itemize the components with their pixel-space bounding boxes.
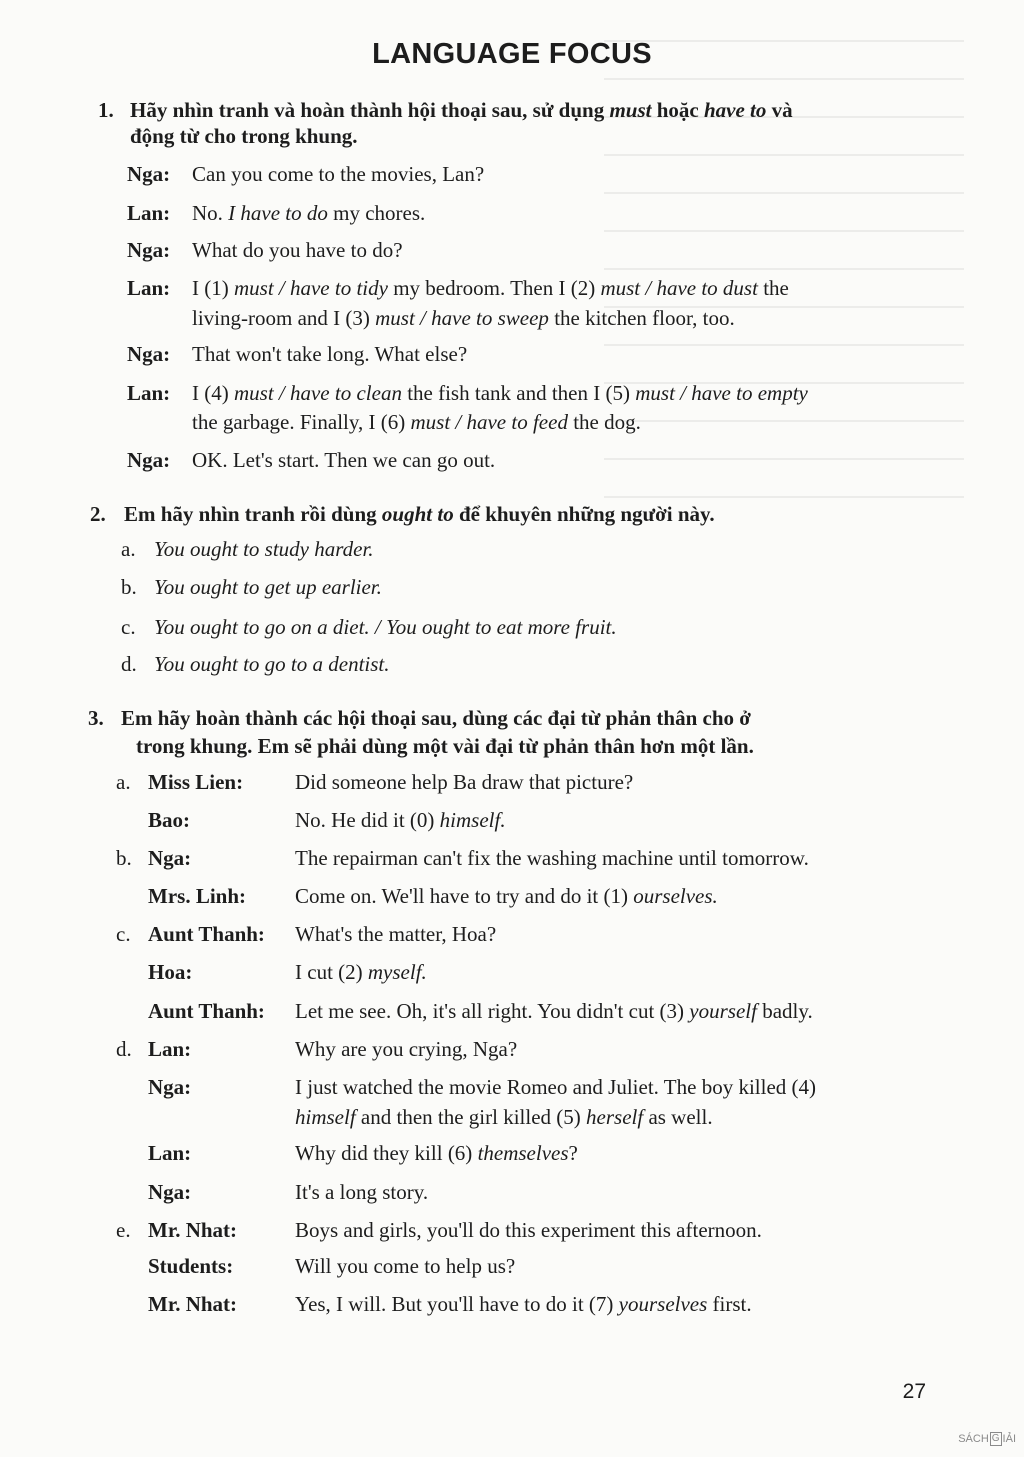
dialogue-text: the kitchen floor, too.	[548, 306, 735, 330]
exercise-1-instruction-line-2: động từ cho trong khung.	[130, 124, 358, 148]
speaker-label: Miss Lien:	[148, 770, 244, 794]
dialogue-line	[192, 162, 484, 187]
dialogue-answer: must / have to empty	[635, 381, 808, 405]
speaker-label: Lan:	[127, 201, 171, 225]
dialogue-answer: himself.	[439, 808, 506, 832]
dialogue-answer: I have to do	[228, 201, 328, 225]
dialogue-line	[295, 1254, 515, 1279]
dialogue-text: ?	[568, 1141, 578, 1165]
dialogue-line	[192, 306, 735, 331]
dialogue-answer: ourselves.	[633, 884, 718, 908]
dialogue-line	[295, 1037, 517, 1062]
item-label: d.	[116, 1037, 132, 1061]
dialogue-text: I (1)	[192, 276, 234, 300]
page-title: LANGUAGE FOCUS	[372, 38, 652, 70]
dialogue-line	[295, 960, 427, 985]
dialogue-answer: themselves	[477, 1141, 569, 1165]
dialogue-text: my chores.	[327, 201, 426, 225]
speaker-label: Mrs. Linh:	[148, 884, 247, 908]
dialogue-line	[295, 922, 496, 947]
dialogue-text: It's a long story.	[295, 1180, 429, 1204]
dialogue-line	[192, 238, 403, 263]
dialogue-text: the	[757, 276, 789, 300]
dialogue-text: the dog.	[567, 410, 641, 434]
dialogue-answer: yourself	[689, 999, 757, 1023]
dialogue-line	[295, 1105, 713, 1130]
dialogue-text: Boys and girls, you'll do this experiment this afternoon.	[295, 1218, 762, 1242]
dialogue-text: Yes, I will. But you'll have to do it (7)	[295, 1292, 619, 1316]
dialogue-text: That won't take long. What else?	[192, 342, 468, 366]
dialogue-answer: yourselves	[618, 1292, 708, 1316]
dialogue-line	[192, 201, 425, 226]
answer-text: You ought to go to a dentist.	[154, 652, 390, 676]
dialogue-text: What do you have to do?	[192, 238, 403, 262]
speaker-label: Nga:	[148, 846, 192, 870]
dialogue-text: Can you come to the movies, Lan?	[192, 162, 485, 186]
speaker-label: Lan:	[148, 1037, 192, 1061]
dialogue-text: the fish tank and then I (5)	[401, 381, 636, 405]
dialogue-text: What's the matter, Hoa?	[295, 922, 497, 946]
dialogue-answer: herself	[586, 1105, 644, 1129]
dialogue-text: I cut (2)	[295, 960, 368, 984]
sachgiai-logo: SÁCH G IẢI	[958, 1433, 1016, 1445]
exercise-3-instruction-line-2: trong khung. Em sẽ phải dùng một vài đại từ phản thân hơn một lần.	[136, 734, 754, 758]
dialogue-answer: must / have to tidy	[233, 276, 388, 300]
speaker-label: Nga:	[127, 238, 171, 262]
dialogue-text: Come on. We'll have to try and do it (1)	[295, 884, 634, 908]
exercise-1-number: 1.	[98, 98, 114, 122]
speaker-label: Nga:	[127, 162, 171, 186]
answer-text: You ought to get up earlier.	[154, 575, 382, 599]
speaker-label: Nga:	[148, 1075, 192, 1099]
speaker-label: Mr. Nhat:	[148, 1292, 238, 1316]
dialogue-line	[295, 1218, 762, 1243]
exercise-3-instruction-line-1: Em hãy hoàn thành các hội thoại sau, dùng các đại từ phản thân cho ở	[121, 706, 751, 730]
page-number: 27	[902, 1380, 926, 1403]
dialogue-line	[192, 381, 808, 406]
dialogue-text: Why are you crying, Nga?	[295, 1037, 518, 1061]
dialogue-line	[295, 808, 506, 833]
dialogue-answer: myself.	[367, 960, 427, 984]
dialogue-answer: himself	[295, 1105, 356, 1129]
dialogue-text: first.	[707, 1292, 752, 1316]
dialogue-text: OK. Let's start. Then we can go out.	[192, 448, 496, 472]
dialogue-line	[192, 410, 641, 435]
dialogue-answer: must / have to dust	[600, 276, 758, 300]
item-label: a.	[116, 770, 131, 794]
dialogue-line	[295, 1141, 578, 1166]
dialogue-text: I (4)	[192, 381, 234, 405]
dialogue-line	[192, 342, 467, 367]
dialogue-text: The repairman can't fix the washing machine until tomorrow.	[295, 846, 809, 870]
dialogue-answer: must / have to feed	[410, 410, 568, 434]
dialogue-answer: must / have to clean	[233, 381, 402, 405]
dialogue-text: living-room and I (3)	[192, 306, 376, 330]
item-label: b.	[116, 846, 132, 870]
exercise-3-number: 3.	[88, 706, 104, 730]
item-label: b.	[121, 575, 137, 599]
dialogue-line	[295, 770, 633, 795]
dialogue-line	[295, 1075, 816, 1100]
dialogue-text: No. He did it (0)	[295, 808, 440, 832]
dialogue-text: Did someone help Ba draw that picture?	[295, 770, 634, 794]
item-label: c.	[121, 615, 136, 639]
dialogue-line	[295, 1292, 752, 1317]
speaker-label: Lan:	[127, 276, 171, 300]
exercise-2-number: 2.	[90, 502, 106, 526]
dialogue-text: Let me see. Oh, it's all right. You didn't cut (3)	[295, 999, 690, 1023]
exercise-1-instruction-line-1: Hãy nhìn tranh và hoàn thành hội thoại sau, sử dụng must hoặc have to và	[130, 98, 793, 122]
dialogue-line	[295, 999, 813, 1024]
dialogue-text: my bedroom. Then I (2)	[387, 276, 601, 300]
dialogue-line	[295, 884, 718, 909]
speaker-label: Mr. Nhat:	[148, 1218, 238, 1242]
dialogue-line	[295, 846, 809, 871]
dialogue-text: as well.	[643, 1105, 713, 1129]
dialogue-text: badly.	[756, 999, 813, 1023]
speaker-label: Nga:	[148, 1180, 192, 1204]
speaker-label: Bao:	[148, 808, 190, 832]
dialogue-text: Why did they kill (6)	[295, 1141, 478, 1165]
speaker-label: Aunt Thanh:	[148, 922, 265, 946]
item-label: d.	[121, 652, 137, 676]
item-label: c.	[116, 922, 131, 946]
speaker-label: Lan:	[148, 1141, 192, 1165]
speaker-label: Nga:	[127, 342, 171, 366]
dialogue-text: and then the girl killed (5)	[355, 1105, 587, 1129]
speaker-label: Nga:	[127, 448, 171, 472]
dialogue-text: No.	[192, 201, 229, 225]
item-label: e.	[116, 1218, 131, 1242]
item-label: a.	[121, 537, 136, 561]
speaker-label: Aunt Thanh:	[148, 999, 265, 1023]
speaker-label: Hoa:	[148, 960, 193, 984]
exercise-2-instruction: Em hãy nhìn tranh rồi dùng ought to để khuyên những người này.	[124, 502, 715, 526]
answer-text: You ought to study harder.	[154, 537, 374, 561]
dialogue-text: I just watched the movie Romeo and Juliet. The boy killed (4)	[295, 1075, 817, 1099]
dialogue-answer: must / have to sweep	[375, 306, 549, 330]
dialogue-line	[192, 448, 495, 473]
dialogue-line	[192, 276, 789, 301]
answer-text: You ought to go on a diet. / You ought to eat more fruit.	[154, 615, 617, 639]
speaker-label: Students:	[148, 1254, 234, 1278]
speaker-label: Lan:	[127, 381, 171, 405]
dialogue-line	[295, 1180, 428, 1205]
dialogue-text: Will you come to help us?	[295, 1254, 516, 1278]
dialogue-text: the garbage. Finally, I (6)	[192, 410, 411, 434]
